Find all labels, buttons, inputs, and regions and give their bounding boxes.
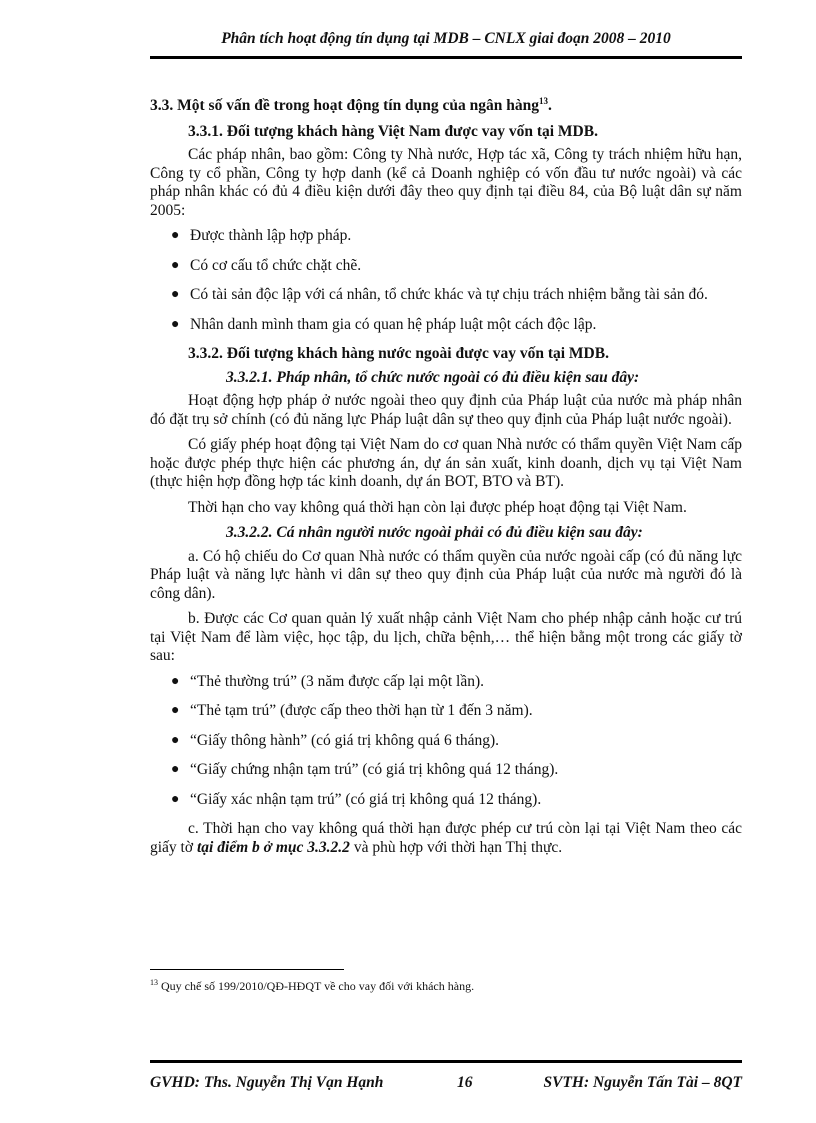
footer-advisor: GVHD: Ths. Nguyễn Thị Vạn Hạnh <box>150 1074 384 1091</box>
list-item: ● Được thành lập hợp pháp. <box>171 227 352 245</box>
paragraph: Các pháp nhân, bao gồm: Công ty Nhà nước, Hợp tác xã, Công ty trách nhiệm hữu hạn, Công ty cổ phần, Công ty hợp danh (kể cả Doanh nghiệp có vốn đầu tư nước ngoài) và các pháp nhân khác có đủ 4 điều kiện dưới đây theo quy định tại điều 84, của Bộ luật dân sự năm 2005: <box>150 146 742 219</box>
subsection-heading-3-3-2: 3.3.2. Đối tượng khách hàng nước ngoài được vay vốn tại MDB. <box>188 345 609 363</box>
footer-rule <box>150 1060 742 1063</box>
header-rule <box>150 56 742 59</box>
footnote-separator <box>150 969 344 970</box>
bullet-list-documents <box>150 673 742 810</box>
list-item: ● “Thẻ tạm trú” (được cấp theo thời hạn từ 1 đến 3 năm). <box>171 702 533 720</box>
footnote <box>150 978 742 994</box>
bullet-icon: ● <box>171 287 180 303</box>
subsection-heading-3-3-2-1: 3.3.2.1. Pháp nhân, tổ chức nước ngoài có đủ điều kiện sau đây: <box>226 368 640 386</box>
list-item: ● Nhân danh mình tham gia có quan hệ pháp luật một cách độc lập. <box>171 315 597 333</box>
bullet-icon: ● <box>171 791 180 807</box>
bullet-icon: ● <box>171 673 180 689</box>
page-number: 16 <box>457 1074 473 1091</box>
paragraph: Thời hạn cho vay không quá thời hạn còn lại được phép hoạt động tại Việt Nam. <box>188 498 687 516</box>
footer-student: SVTH: Nguyễn Tấn Tài – 8QT <box>543 1074 742 1091</box>
bullet-icon: ● <box>171 316 180 332</box>
section-title: 3.3. Một số vấn đề trong hoạt động tín dụng của ngân hàng <box>150 97 540 115</box>
list-item: ● “Giấy thông hành” (có giá trị không quá 6 tháng). <box>171 731 500 749</box>
paragraph-b: b. Được các Cơ quan quản lý xuất nhập cảnh Việt Nam cho phép nhập cảnh hoặc cư trú tại Việt Nam để làm việc, học tập, du lịch, chữa bệnh,… thể hiện bằng một trong các giấy tờ sau: <box>150 610 742 665</box>
footnote-number: 13 <box>150 978 158 987</box>
subsection-heading-3-3-1: 3.3.1. Đối tượng khách hàng Việt Nam được vay vốn tại MDB. <box>188 122 598 140</box>
page-header: Phân tích hoạt động tín dụng tại MDB – CNLX giai đoạn 2008 – 2010 <box>221 30 671 47</box>
bullet-icon: ● <box>171 762 180 778</box>
section-heading: 3.3. Một số vấn đề trong hoạt động tín dụng của ngân hàng$^{13}$. <box>150 96 552 115</box>
bullet-icon: ● <box>171 228 180 244</box>
footnote-text: Quy chế số 199/2010/QĐ-HĐQT về cho vay đối với khách hàng. <box>158 979 475 993</box>
emphasis-reference: tại điểm b ở mục 3.3.2.2 <box>196 838 350 856</box>
list-item: ● Có tài sản độc lập với cá nhân, tổ chức khác và tự chịu trách nhiệm bằng tài sản đó. <box>171 286 708 304</box>
list-item: ● “Giấy xác nhận tạm trú” (có giá trị không quá 12 tháng). <box>171 790 542 808</box>
subsection-heading-3-3-2-2: 3.3.2.2. Cá nhân người nước ngoài phải có đủ điều kiện sau đây: <box>226 524 643 542</box>
bullet-icon: ● <box>171 257 180 273</box>
page-content <box>150 92 742 864</box>
paragraph: Có giấy phép hoạt động tại Việt Nam do cơ quan Nhà nước có thẩm quyền Việt Nam cấp hoặc được phép thực hiện các phương án, dự án sản xuất, kinh doanh, dịch vụ tại Việt Nam (thực hiện hợp đồng hợp tác kinh doanh, dự án BOT, BTO và BT). <box>150 436 742 491</box>
paragraph: Hoạt động hợp pháp ở nước ngoài theo quy định của Pháp luật của nước mà pháp nhân đó đặt trụ sở chính (có đủ năng lực Pháp luật dân sự theo quy định của Pháp luật nước ngoài). <box>150 392 742 428</box>
bullet-list-conditions <box>150 227 742 334</box>
bullet-icon: ● <box>171 703 180 719</box>
paragraph-a: a. Có hộ chiếu do Cơ quan Nhà nước có thẩm quyền của nước ngoài cấp (có đủ năng lực Pháp luật và năng lực hành vi dân sự theo quy định của Pháp luật của nước mà người đó là công dân). <box>150 547 742 602</box>
paragraph-c: c. Thời hạn cho vay không quá thời hạn được phép cư trú còn lại tại Việt Nam theo các giấy tờ tại điểm b ở mục 3.3.2.2 và phù hợp với thời hạn Thị thực. <box>150 820 742 856</box>
bullet-icon: ● <box>171 732 180 748</box>
list-item: ● “Giấy chứng nhận tạm trú” (có giá trị không quá 12 tháng). <box>171 761 559 779</box>
list-item: ● “Thẻ thường trú” (3 năm được cấp lại một lần). <box>171 672 485 690</box>
footnote-ref[interactable]: 13 <box>539 96 549 106</box>
list-item: ● Có cơ cấu tổ chức chặt chẽ. <box>171 256 362 274</box>
